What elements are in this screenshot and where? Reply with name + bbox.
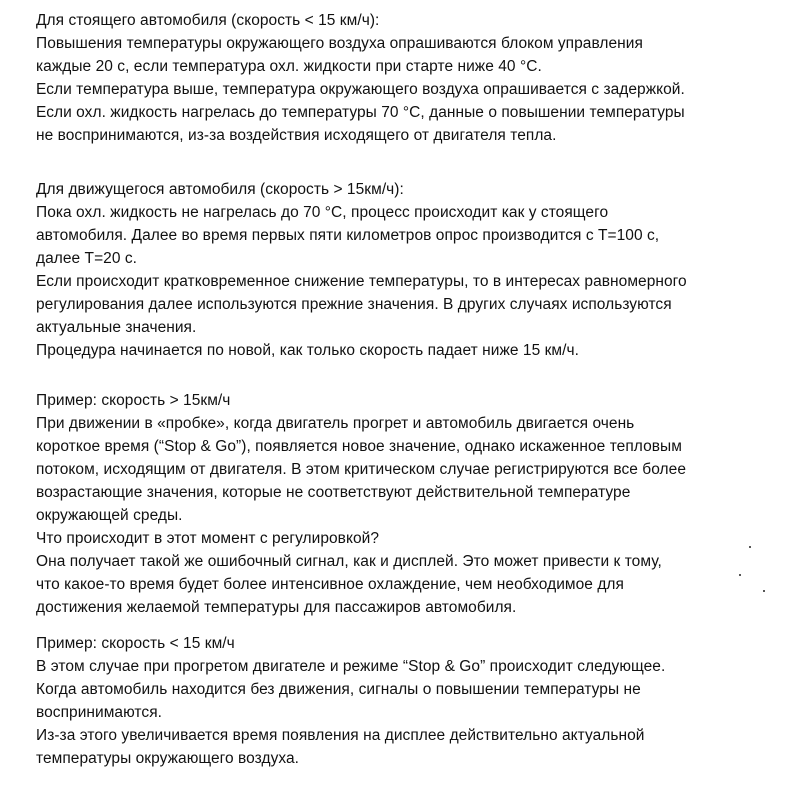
section-stationary-vehicle [36, 9, 776, 147]
text-line: достижения желаемой температуры для пассажиров автомобиля. [36, 599, 517, 616]
text-line: Из-за этого увеличивается время появления на дисплее действительно актуальной [36, 727, 645, 744]
text-line: Если происходит кратковременное снижение температуры, то в интересах равномерного [36, 273, 687, 290]
scan-speck [763, 590, 765, 592]
text-line: воспринимаются. [36, 704, 163, 721]
text-line: Если охл. жидкость нагрелась до температуры 70 °С, данные о повышении температуры [36, 104, 685, 121]
section-example-high-speed [36, 389, 776, 619]
text-line: Если температура выше, температура окружающего воздуха опрашивается с задержкой. [36, 81, 685, 98]
section-moving-vehicle [36, 178, 776, 362]
text-line: окружающей среды. [36, 507, 183, 524]
section-heading: Пример: скорость < 15 км/ч [36, 635, 235, 652]
text-line: возрастающие значения, которые не соответствуют действительной температуре [36, 484, 631, 501]
text-line: Она получает такой же ошибочный сигнал, как и дисплей. Это может привести к тому, [36, 553, 662, 570]
text-line: В этом случае при прогретом двигателе и режиме “Stop & Go” происходит следующее. [36, 658, 666, 675]
text-line: Повышения температуры окружающего воздуха опрашиваются блоком управления [36, 35, 643, 52]
text-line: регулирования далее используются прежние значения. В других случаях используются [36, 296, 672, 313]
text-line: что какое-то время будет более интенсивное охлаждение, чем необходимое для [36, 576, 624, 593]
text-line: Когда автомобиль находится без движения, сигналы о повышении температуры не [36, 681, 641, 698]
text-line: Что происходит в этот момент с регулировкой? [36, 530, 380, 547]
text-line: При движении в «пробке», когда двигатель прогрет и автомобиль двигается очень [36, 415, 635, 432]
text-line: потоком, исходящим от двигателя. В этом критическом случае регистрируются все более [36, 461, 686, 478]
text-line: далее T=20 с. [36, 250, 138, 267]
section-example-low-speed [36, 632, 776, 770]
scan-speck [749, 546, 751, 548]
text-line: актуальные значения. [36, 319, 197, 336]
text-line: каждые 20 с, если температура охл. жидкости при старте ниже 40 °С. [36, 58, 542, 75]
text-line: не воспринимаются, из-за воздействия исходящего от двигателя тепла. [36, 127, 557, 144]
text-line: температуры окружающего воздуха. [36, 750, 300, 767]
scan-speck [739, 574, 741, 576]
text-line: Процедура начинается по новой, как только скорость падает ниже 15 км/ч. [36, 342, 579, 359]
section-heading: Для движущегося автомобиля (скорость > 15км/ч): [36, 181, 404, 198]
section-heading: Пример: скорость > 15км/ч [36, 392, 231, 409]
section-heading: Для стоящего автомобиля (скорость < 15 км/ч): [36, 12, 380, 29]
text-line: автомобиля. Далее во время первых пяти километров опрос производится с T=100 с, [36, 227, 660, 244]
text-line: Пока охл. жидкость не нагрелась до 70 °С, процесс происходит как у стоящего [36, 204, 609, 221]
text-line: короткое время (“Stop & Go”), появляется новое значение, однако искаженное тепловым [36, 438, 682, 455]
